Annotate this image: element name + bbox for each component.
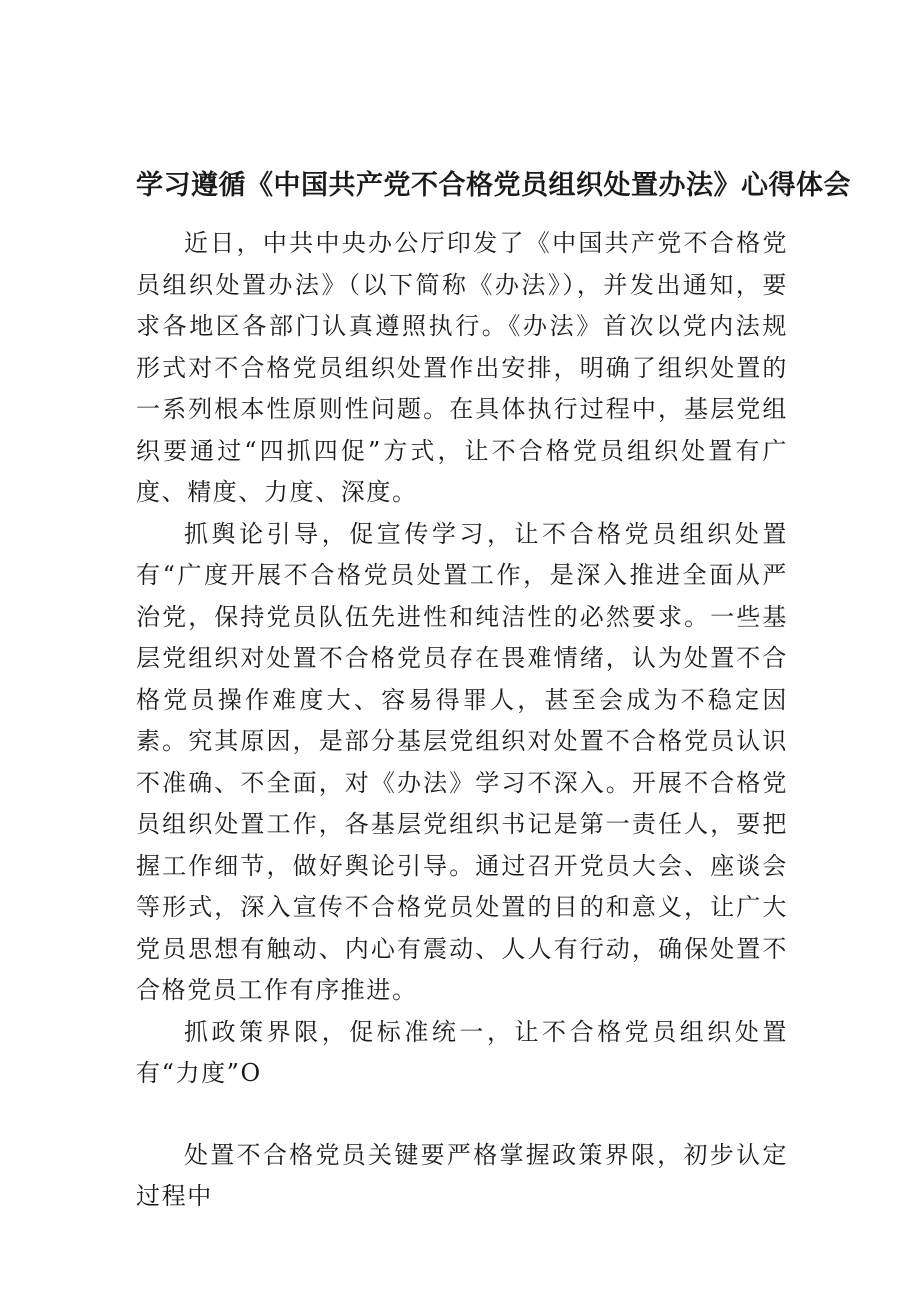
document-title: 学习遵循《中国共产党不合格党员组织处置办法》心得体会 [136,170,851,201]
paragraph-policy-body: 处置不合格党员关键要严格掌握政策界限，初步认定过程中 [136,1140,788,1210]
document-body [136,223,788,1218]
paragraph-policy-heading: 抓政策界限，促标准统一，让不合格党员组织处置有“力度”O [136,1017,788,1087]
paragraph-public-opinion: 抓舆论引导，促宣传学习，让不合格党员组织处置有“广度开展不合格党员处置工作，是深入推进全面从严治党，保持党员队伍先进性和纯洁性的必然要求。一些基层党组织对处置不合格党员存在畏难情绪，认为处置不合格党员操作难度大、容易得罪人，甚至会成为不稳定因素。究其原因，是部分基层党组织对处置不合格党员认识不准确、不全面，对《办法》学习不深入。开展不合格党员组织处置工作，各基层党组织书记是第一责任人，要把握工作细节，做好舆论引导。通过召开党员大会、座谈会等形式，深入宣传不合格党员处置的目的和意义，让广大党员思想有触动、内心有震动、人人有行动，确保处置不合格党员工作有序推进。 [136,519,788,1004]
paragraph-intro: 近日，中共中央办公厅印发了《中国共产党不合格党员组织处置办法》（以下简称《办法》），并发出通知，要求各地区各部门认真遵照执行。《办法》首次以党内法规形式对不合格党员组织处置作出安排，明确了组织处置的一系列根本性原则性问题。在具体执行过程中，基层党组织要通过“四抓四促”方式，让不合格党员组织处置有广度、精度、力度、深度。 [136,229,788,506]
